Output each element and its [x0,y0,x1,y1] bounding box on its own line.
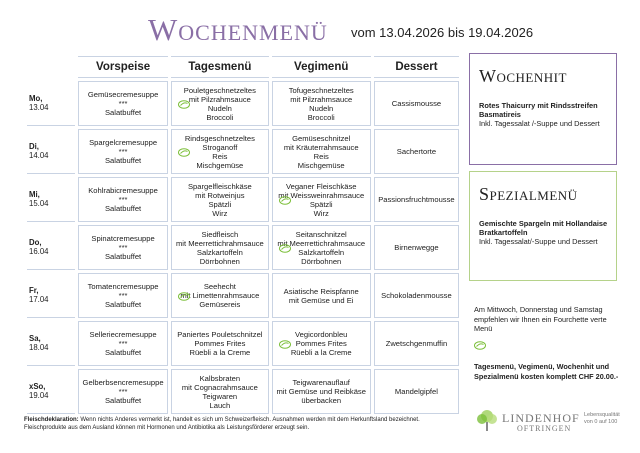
tages-line: Lauch [209,400,231,410]
tages-line: mit Meerrettichrahmsauce [175,238,264,248]
lindenhof-tree-icon [474,408,500,432]
dessert-cell: Zwetschgenmuffin [374,321,459,366]
tagesmenu-cell [171,369,268,414]
spezialmenu-dish [479,219,610,237]
vegimenu-cell [272,321,371,366]
vegimenu-cell [272,273,371,318]
day-cell [27,81,75,126]
menu-row [27,273,459,318]
vegi-line: Reis [313,151,329,161]
dessert-cell: Cassismousse [374,81,459,126]
day-name: Fr, [29,286,39,295]
tages-line: Mischgemüse [196,160,244,170]
starter-line: *** [118,195,128,204]
vegimenu-cell [272,81,371,126]
dessert-cell: Mandelgipfel [374,369,459,414]
header-vegimenu: Vegimenü [272,56,371,78]
wochenhit-title: Wochenhit [479,66,567,86]
tagesmenu-cell [171,321,268,366]
fourchette-verte-icon [178,148,190,157]
starter-line: Salatbuffet [104,204,142,213]
starter-line: Tomatencremesuppe [87,282,159,291]
vegi-line: mit Meerrettichrahmsauce [277,238,366,248]
day-date: 18.04 [29,343,49,352]
vegi-line: Dörrbohnen [301,256,342,266]
starter-line: Salatbuffet [104,108,142,117]
fourchette-verte-icon [178,292,190,301]
starter-line: *** [118,339,128,348]
menu-row [27,225,459,270]
wochenhit-dish-line: Rotes Thaicurry mit Rindsstreifen [479,101,598,110]
vegi-line: mit Gemüse und Reibkäse [276,387,366,396]
menu-table [24,53,462,417]
spezialmenu-dish-line: Gemischte Spargeln mit Hollandaise [479,219,608,228]
wochenhit-dish-line: Basmatireis [479,110,521,119]
day-name: Mo, [29,94,43,103]
vegi-line: Nudeln [309,103,334,113]
tages-line: Pommes Frites [194,339,246,348]
fourchette-verte-icon [178,100,190,109]
starter-line: *** [118,387,128,396]
starter-line: *** [118,243,128,252]
tages-line: mit Rotweinjus [195,190,245,200]
menu-row [27,321,459,366]
day-date: 14.04 [29,151,49,160]
day-cell [27,273,75,318]
day-name: xSo, [29,382,46,391]
starter-cell [78,129,168,174]
tages-line: Reis [212,151,228,161]
header-tagesmenu: Tagesmenü [171,56,268,78]
header-empty [27,56,75,78]
fourchette-verte-icon [279,340,291,349]
header-vorspeise: Vorspeise [78,56,168,78]
spezialmenu-dish-line: Bratkartoffeln [479,228,528,237]
vegi-line: mit Pilzrahmsauce [290,94,353,104]
starter-line: Spinatcremesuppe [91,234,155,243]
wochenhit-note: Inkl. Tagessalat /-Suppe und Dessert [479,119,600,128]
day-name: Mi, [29,190,40,199]
menu-body [27,81,459,414]
vegimenu-cell [272,129,371,174]
wochenhit-box [469,53,617,165]
menu-row [27,177,459,222]
tagesmenu-cell [171,177,268,222]
fourchette-verte-icon [474,341,486,350]
fourchette-verte-icon [279,196,291,205]
tages-line: Salzkartoffeln [196,247,243,257]
day-cell [27,129,75,174]
dessert-cell: Schokoladenmousse [374,273,459,318]
spezialmenu-note: Inkl. Tagessalat/-Suppe und Dessert [479,237,598,246]
starter-line: Spargelcremesuppe [89,138,158,147]
day-date: 19.04 [29,391,49,400]
starter-line: Selleriecremesuppe [89,330,157,339]
tages-line: Paniertes Pouletschnitzel [177,330,263,339]
date-range: vom 13.04.2026 bis 19.04.2026 [351,25,534,40]
starter-line: Gemüsecremesuppe [87,90,159,99]
starter-line: Salatbuffet [104,252,142,261]
day-cell [27,177,75,222]
price-info: Tagesmenü, Vegimenü, Wochenhit und Spezialmenü kosten komplett CHF 20.00.- [474,362,619,381]
day-cell [27,225,75,270]
brand-tagline-line: von 0 auf 100 [584,419,618,425]
starter-line: *** [118,291,128,300]
vegi-line: Mischgemüse [297,160,345,170]
starter-cell [78,225,168,270]
vegi-line: Wirz [313,208,329,218]
tagesmenu-cell [171,225,268,270]
tagesmenu-cell [171,129,268,174]
vegi-line: Rüebli a la Creme [290,348,352,357]
day-cell [27,321,75,366]
brand-tagline-line: Lebensqualität [584,412,620,418]
tages-line: mit Limettenrahmsauce [180,291,260,300]
fourchette-verte-icon [279,244,291,253]
vegi-line: Salzkartoffeln [298,247,345,257]
day-date: 17.04 [29,295,49,304]
vegi-line: überbacken [301,396,342,405]
starter-cell [78,81,168,126]
tages-line: mit Pilzrahmsauce [188,94,251,104]
vegimenu-cell [272,225,371,270]
day-name: Do, [29,238,42,247]
starter-line: *** [118,99,128,108]
dessert-cell: Birnenwegge [374,225,459,270]
vegi-line: Tofugeschnetzeltes [288,85,354,95]
day-date: 15.04 [29,199,49,208]
tages-line: Rindsgeschnetzeltes [184,133,255,143]
tages-line: Seehecht [203,282,236,291]
tages-line: Stroganoff [202,142,238,152]
vegi-line: Veganer Fleischkäse [285,181,357,191]
tages-line: Nudeln [207,103,232,113]
tages-line: Broccoli [206,112,234,122]
vegi-line: Spätzli [309,199,333,209]
header-dessert: Dessert [374,56,459,78]
starter-line: *** [118,147,128,156]
vegimenu-cell [272,177,371,222]
day-date: 16.04 [29,247,49,256]
meat-declaration-text: Wenn nichts Anderes vermerkt ist, handelt es sich um Schweizerfleisch. Ausnahmen werden mit dem Herkunftsland bezeichnet. Fleischprodukte aus dem Ausland können mit Hormonen und Antibiotika als Leistungsförderer erzeugt sein. [24,417,420,431]
tages-line: Siedfleisch [201,229,239,239]
menu-row [27,369,459,414]
menu-row [27,81,459,126]
tages-line: mit Cognacrahmsauce [181,382,258,392]
brand-name: LINDENHOF [502,411,580,425]
dessert-cell: Passionsfruchtmousse [374,177,459,222]
menu-row [27,129,459,174]
day-name: Sa, [29,334,41,343]
starter-line: Salatbuffet [104,396,142,405]
starter-line: Gelberbsencremesuppe [82,378,164,387]
vegi-line: Teigwarenauflauf [292,378,350,387]
meat-declaration [24,416,454,432]
tagesmenu-cell [171,273,268,318]
tages-line: Dörrbohnen [199,256,240,266]
brand-location: OFTRINGEN [517,424,572,433]
spezialmenu-box [469,171,617,281]
dessert-cell: Sachertorte [374,129,459,174]
day-cell [27,369,75,414]
day-date: 13.04 [29,103,49,112]
starter-line: Salatbuffet [104,348,142,357]
day-name: Di, [29,142,39,151]
vegi-line: Broccoli [307,112,335,122]
tages-line: Rüebli a la Creme [189,348,251,357]
starter-line: Salatbuffet [104,300,142,309]
vegi-line: Gemüseschnitzel [292,133,351,143]
tages-line: Pouletgeschnetzeltes [183,85,256,95]
tagesmenu-cell [171,81,268,126]
meat-declaration-label: Fleischdeklaration: [24,417,79,423]
fourchette-info: Am Mittwoch, Donnerstag und Samstag empfehlen wir Ihnen ein Fourchette verte Menü [474,305,607,333]
starter-cell [78,177,168,222]
vegimenu-cell [272,369,371,414]
tages-line: Spätzli [208,199,232,209]
starter-line: Kohlrabicremesuppe [88,186,158,195]
vegi-line: Pommes Frites [295,339,347,348]
tages-line: Wirz [212,208,228,218]
tages-line: Kalbsbraten [199,373,241,383]
tages-line: Teigwaren [202,391,238,401]
starter-line: Salatbuffet [104,156,142,165]
menu-header-row [27,56,459,78]
vegi-line: Seitanschnitzel [295,229,347,239]
brand-tagline [584,412,620,426]
starter-cell [78,321,168,366]
vegi-line: mit Kräuterrahmsauce [283,142,359,152]
vegi-line: mit Gemüse und Ei [288,295,354,305]
wochenhit-dish [479,101,610,119]
starter-cell [78,273,168,318]
vegi-line: Asiatische Reispfanne [283,286,359,296]
tages-line: Spargelfleischkäse [187,181,252,191]
vegi-line: Vegicordonbleu [295,330,348,339]
page-title: Wochenmenü [148,12,328,47]
spezialmenu-title: Spezialmenü [479,184,578,204]
tages-line: Gemüsereis [199,300,241,309]
vegi-line: mit Weissweinrahmsauce [278,190,365,200]
starter-cell [78,369,168,414]
